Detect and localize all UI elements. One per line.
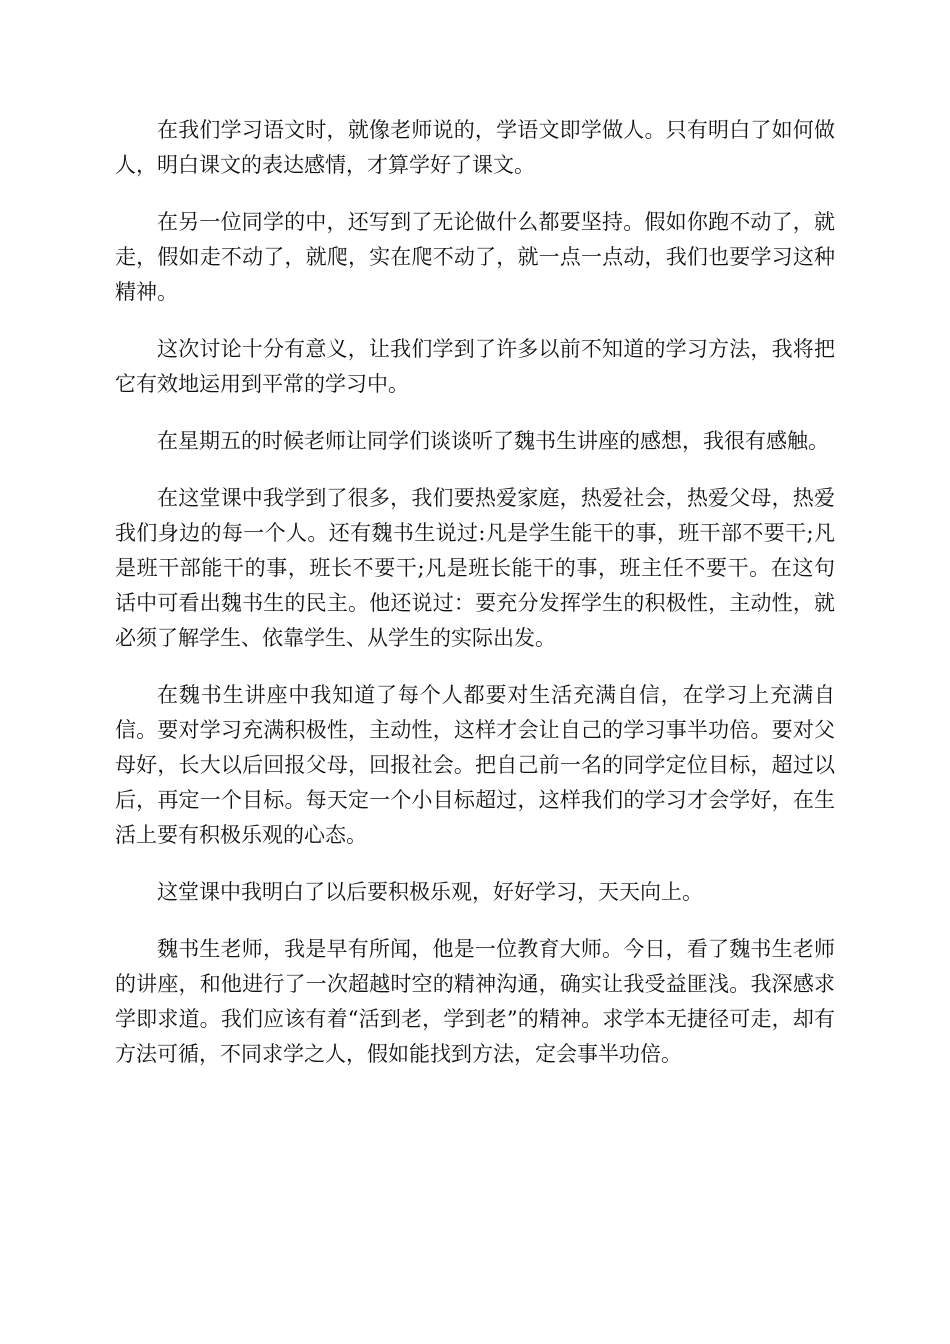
paragraph-6: 在魏书生讲座中我知道了每个人都要对生活充满自信，在学习上充满自信。要对学习充满积极性，主动性，这样才会让自己的学习事半功倍。要对父母好，长大以后回报父母，回报社会。把自己前一名的同学定位目标，超过以后，再定一个目标。每天定一个小目标超过，这样我们的学习才会学好，在生活上要有积极乐观的心态。	[115, 683, 835, 847]
paragraph-4: 在星期五的时候老师让同学们谈谈听了魏书生讲座的感想，我很有感触。	[157, 429, 829, 453]
paragraph-8: 魏书生老师，我是早有所闻，他是一位教育大师。今日，看了魏书生老师的讲座，和他进行了一次超越时空的精神沟通，确实让我受益匪浅。我深感求学即求道。我们应该有着“活到老，学到老”的精神。求学本无捷径可走，却有方法可循，不同求学之人，假如能找到方法，定会事半功倍。	[115, 937, 835, 1066]
document-page	[115, 113, 835, 1094]
paragraph-1: 在我们学习语文时，就像老师说的，学语文即学做人。只有明白了如何做人，明白课文的表达感情，才算学好了课文。	[115, 118, 835, 177]
paragraph-7: 这堂课中我明白了以后要积极乐观，好好学习，天天向上。	[157, 880, 703, 904]
paragraph-2: 在另一位同学的中，还写到了无论做什么都要坚持。假如你跑不动了，就走，假如走不动了，就爬，实在爬不动了，就一点一点动，我们也要学习这种精神。	[115, 210, 835, 304]
paragraph-3: 这次讨论十分有意义，让我们学到了许多以前不知道的学习方法，我将把它有效地运用到平常的学习中。	[115, 337, 835, 396]
paragraph-5: 在这堂课中我学到了很多，我们要热爱家庭，热爱社会，热爱父母，热爱我们身边的每一个人。还有魏书生说过:凡是学生能干的事，班干部不要干;凡是班干部能干的事，班长不要干;凡是班长能干的事，班主任不要干。在这句话中可看出魏书生的民主。他还说过：要充分发挥学生的积极性，主动性，就必须了解学生、依靠学生、从学生的实际出发。	[115, 486, 835, 650]
